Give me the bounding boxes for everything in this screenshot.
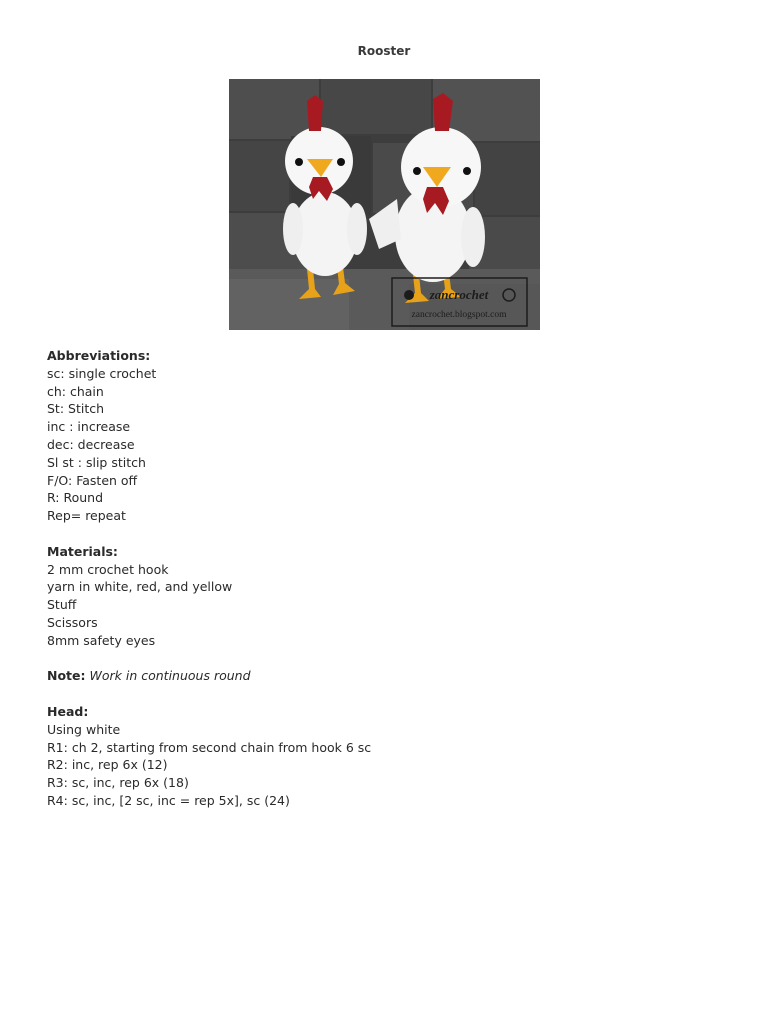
list-item: 2 mm crochet hook	[47, 561, 169, 577]
spacer	[47, 685, 727, 703]
list-item: R: Round	[47, 490, 104, 506]
rooster-illustration	[229, 79, 540, 330]
watermark-name: zancrochet	[429, 287, 489, 302]
abbreviations-heading: Abbreviations:	[47, 348, 151, 363]
pattern-text	[47, 347, 727, 810]
list-item: ch: chain	[47, 383, 104, 399]
list-item: Using white	[47, 721, 121, 737]
page-title: Rooster	[357, 44, 411, 58]
list-item: sc: single crochet	[47, 365, 157, 381]
list-item: Sl st : slip stitch	[47, 454, 146, 470]
list-item: St: Stitch	[47, 401, 105, 417]
list-item: Stuff	[47, 597, 77, 613]
list-item: yarn in white, red, and yellow	[47, 579, 233, 595]
watermark-url: zancrochet.blogspot.com	[411, 310, 507, 320]
list-item: 8mm safety eyes	[47, 632, 156, 648]
head-heading: Head:	[47, 703, 89, 719]
list-item: F/O: Fasten off	[47, 472, 138, 488]
list-item: R3: sc, inc, rep 6x (18)	[47, 775, 189, 791]
spacer	[47, 650, 727, 668]
list-item: Scissors	[47, 614, 98, 630]
list-item: inc : increase	[47, 419, 131, 435]
list-item: R1: ch 2, starting from second chain from hook 6 sc	[47, 739, 372, 755]
note-label: Note:	[47, 668, 86, 684]
spacer	[47, 525, 727, 543]
list-item: R4: sc, inc, [2 sc, inc = rep 5x], sc (24)	[47, 792, 290, 808]
note-text: Work in continuous round	[89, 668, 251, 684]
rooster-photo	[229, 79, 540, 330]
list-item: dec: decrease	[47, 436, 135, 452]
note-line	[47, 667, 727, 685]
list-item: R2: inc, rep 6x (12)	[47, 757, 168, 773]
list-item: Rep= repeat	[47, 508, 126, 524]
materials-heading: Materials:	[47, 543, 118, 559]
